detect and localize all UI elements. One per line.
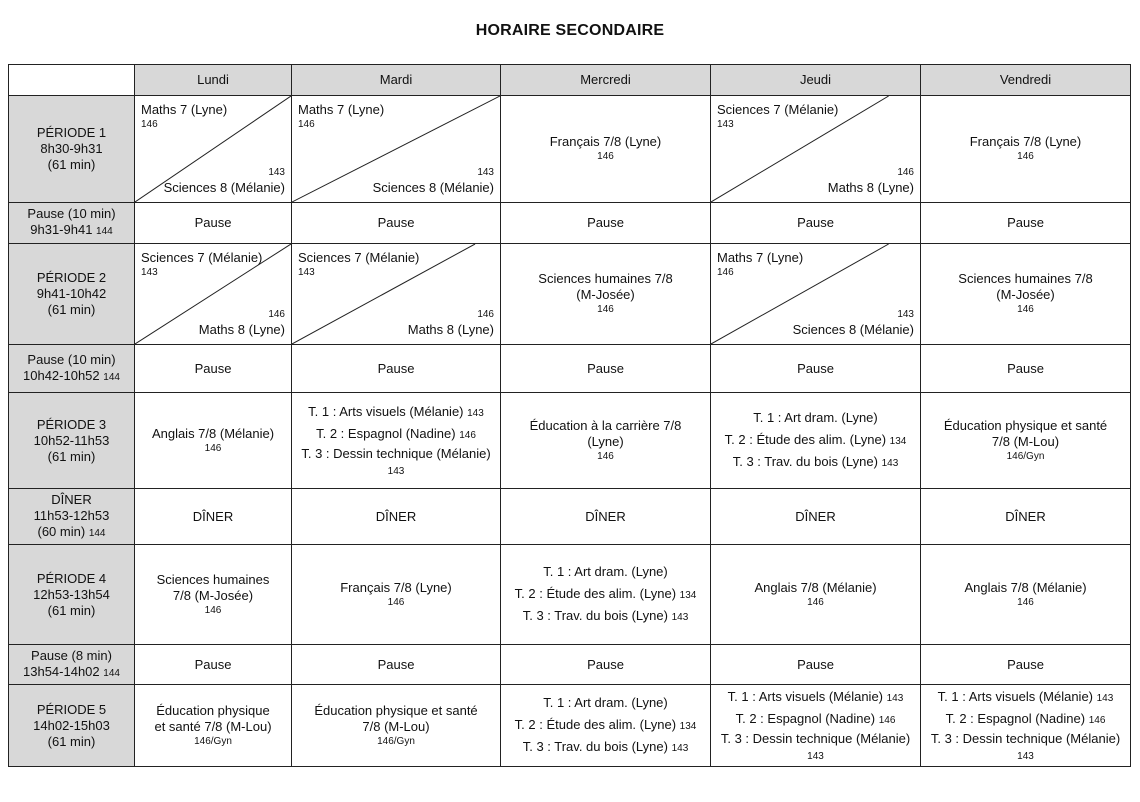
day-header-mercredi: Mercredi xyxy=(501,65,711,96)
label-line: (61 min) xyxy=(47,448,96,464)
course: Sciences 7 (Mélanie) xyxy=(298,250,420,265)
course-cell xyxy=(501,96,711,203)
label-line xyxy=(12,222,131,240)
room: 143 xyxy=(897,309,914,320)
course-line: 7/8 (M-Lou) xyxy=(362,718,430,734)
split-top xyxy=(141,102,227,132)
course: Anglais 7/8 (Mélanie) xyxy=(754,579,877,595)
label-line: DÎNER xyxy=(51,491,92,507)
option-text: T. 3 : Dessin technique (Mélanie) xyxy=(720,730,911,746)
option-text: T. 1 : Arts visuels (Mélanie) xyxy=(308,403,464,419)
option-list-cell xyxy=(711,393,921,489)
label-line: 10h52-11h53 xyxy=(33,432,110,448)
label-line: PÉRIODE 3 xyxy=(36,416,107,432)
option-text: T. 3 : Dessin technique (Mélanie) xyxy=(301,445,491,461)
label-line xyxy=(12,524,131,542)
course-line: (M-Josée) xyxy=(996,287,1055,302)
label-line: Pause (10 min) xyxy=(27,351,116,367)
room: 143 xyxy=(717,119,734,130)
option-list-cell xyxy=(921,685,1131,767)
label-line: (61 min) xyxy=(47,602,96,618)
room: 143 xyxy=(671,611,689,623)
row-label xyxy=(9,685,135,767)
option-item xyxy=(504,693,707,715)
label-line: (61 min) xyxy=(47,733,96,749)
label-line: (61 min) xyxy=(47,302,96,317)
pause-cell: Pause xyxy=(501,645,711,685)
room: 143 xyxy=(141,267,158,278)
course-line: 7/8 (M-Lou) xyxy=(991,433,1060,449)
option-text: T. 2 : Étude des alim. (Lyne) xyxy=(514,585,677,601)
label-line: 9h41-10h42 xyxy=(36,286,107,301)
course: Maths 7 (Lyne) xyxy=(717,250,804,265)
label-line: PÉRIODE 5 xyxy=(36,701,107,717)
row-label xyxy=(9,203,135,244)
room: 146 xyxy=(807,596,824,608)
split-cell xyxy=(711,244,921,345)
room: 143 xyxy=(467,407,484,419)
option-item xyxy=(714,430,917,452)
room: 146/Gyn xyxy=(194,735,232,747)
pause-cell: Pause xyxy=(501,203,711,244)
room: 143 xyxy=(1096,692,1114,704)
option-text: T. 1 : Arts visuels (Mélanie) xyxy=(727,688,883,704)
room: 146 xyxy=(1088,714,1106,726)
diner-cell: DÎNER xyxy=(921,489,1131,545)
pause-cell: Pause xyxy=(135,203,292,244)
room: 146 xyxy=(268,309,285,320)
split-cell xyxy=(292,96,501,203)
row-label xyxy=(9,96,135,203)
option-item xyxy=(714,731,917,765)
label-time: 10h42-10h52 xyxy=(23,367,100,383)
pause-cell: Pause xyxy=(501,345,711,393)
row-label xyxy=(9,345,135,393)
split-top xyxy=(298,250,419,280)
pause-cell: Pause xyxy=(921,345,1131,393)
course-cell xyxy=(501,393,711,489)
row-label xyxy=(9,393,135,489)
option-item xyxy=(714,452,917,474)
course-line: et santé 7/8 (M-Lou) xyxy=(154,718,272,734)
pause-cell: Pause xyxy=(711,203,921,244)
option-item xyxy=(504,715,707,737)
room: 146 xyxy=(204,604,222,616)
option-item xyxy=(295,446,497,480)
label-line xyxy=(12,368,131,386)
row-periode-4 xyxy=(9,545,1131,645)
room: 146 xyxy=(597,151,614,162)
room: 143 xyxy=(886,692,904,704)
pause-cell: Pause xyxy=(711,345,921,393)
option-list-cell xyxy=(711,685,921,767)
room: 143 xyxy=(268,167,285,178)
label-line xyxy=(12,664,131,682)
course-line: (Lyne) xyxy=(587,433,624,449)
option-item xyxy=(924,687,1127,709)
room: 143 xyxy=(1017,750,1034,762)
option-text: T. 3 : Trav. du bois (Lyne) xyxy=(732,453,878,469)
course-cell xyxy=(711,545,921,645)
course: Français 7/8 (Lyne) xyxy=(549,134,662,149)
course-cell xyxy=(292,545,501,645)
course-line: 7/8 (M-Josée) xyxy=(172,587,254,603)
room: 134 xyxy=(679,589,697,601)
split-top xyxy=(141,250,262,280)
option-item xyxy=(504,606,707,628)
option-item xyxy=(924,731,1127,765)
split-cell xyxy=(135,244,292,345)
row-label xyxy=(9,489,135,545)
option-text: T. 1 : Art dram. (Lyne) xyxy=(753,409,878,425)
course: Sciences 8 (Mélanie) xyxy=(372,180,494,195)
course: Sciences 7 (Mélanie) xyxy=(717,102,839,117)
row-label xyxy=(9,244,135,345)
row-pause-2 xyxy=(9,345,1131,393)
option-text: T. 1 : Arts visuels (Mélanie) xyxy=(937,688,1093,704)
course: Maths 8 (Lyne) xyxy=(827,180,914,195)
option-text: T. 1 : Art dram. (Lyne) xyxy=(543,694,668,710)
option-item xyxy=(924,709,1127,731)
option-item xyxy=(295,402,497,424)
option-text: T. 1 : Art dram. (Lyne) xyxy=(543,563,668,579)
diner-cell: DÎNER xyxy=(711,489,921,545)
schedule-table xyxy=(8,64,1131,767)
pause-cell: Pause xyxy=(135,345,292,393)
split-bottom xyxy=(828,166,914,196)
room: 146 xyxy=(597,450,614,462)
room: 143 xyxy=(807,750,824,762)
room: 146 xyxy=(204,442,222,454)
option-list-cell xyxy=(501,685,711,767)
course-cell xyxy=(921,96,1131,203)
room: 146 xyxy=(1017,151,1034,162)
option-text: T. 3 : Dessin technique (Mélanie) xyxy=(930,730,1121,746)
pause-cell: Pause xyxy=(711,645,921,685)
course: Sciences 7 (Mélanie) xyxy=(141,250,263,265)
label-line: 8h30-9h31 xyxy=(40,141,103,156)
row-periode-3 xyxy=(9,393,1131,489)
diner-cell: DÎNER xyxy=(292,489,501,545)
label-duration: (60 min) xyxy=(37,523,86,539)
option-list-cell xyxy=(292,393,501,489)
room: 146/Gyn xyxy=(377,735,415,747)
room: 146/Gyn xyxy=(1006,450,1045,462)
label-line: 11h53-12h53 xyxy=(33,507,110,523)
room: 146 xyxy=(459,429,476,441)
pause-cell: Pause xyxy=(921,645,1131,685)
option-text: T. 2 : Espagnol (Nadine) xyxy=(316,425,456,441)
course: Français 7/8 (Lyne) xyxy=(969,134,1082,149)
room: 144 xyxy=(96,226,113,237)
course-line: Éducation physique et santé xyxy=(943,417,1108,433)
option-item xyxy=(504,737,707,759)
corner-cell xyxy=(9,65,135,96)
option-text: T. 2 : Étude des alim. (Lyne) xyxy=(514,716,677,732)
label-line: 12h53-13h54 xyxy=(33,586,110,602)
diner-cell: DÎNER xyxy=(501,489,711,545)
room: 143 xyxy=(298,267,315,278)
room: 134 xyxy=(889,435,907,447)
room: 146 xyxy=(717,267,734,278)
day-header-lundi: Lundi xyxy=(135,65,292,96)
option-list-cell xyxy=(501,545,711,645)
room: 144 xyxy=(103,371,120,383)
room: 146 xyxy=(878,714,896,726)
split-bottom xyxy=(164,166,285,196)
option-text: T. 3 : Trav. du bois (Lyne) xyxy=(522,738,668,754)
split-bottom xyxy=(373,166,494,196)
split-top xyxy=(298,102,384,132)
room: 143 xyxy=(387,465,405,477)
label-time: 9h31-9h41 xyxy=(30,222,93,237)
course-line: (M-Josée) xyxy=(576,287,635,302)
course: Anglais 7/8 (Mélanie) xyxy=(964,579,1087,595)
course: Maths 8 (Lyne) xyxy=(198,322,285,337)
course: Maths 7 (Lyne) xyxy=(141,102,228,117)
option-text: T. 2 : Étude des alim. (Lyne) xyxy=(724,431,887,447)
row-periode-1 xyxy=(9,96,1131,203)
course-cell xyxy=(501,244,711,345)
room: 146 xyxy=(387,596,405,608)
pause-cell: Pause xyxy=(292,345,501,393)
day-header-mardi: Mardi xyxy=(292,65,501,96)
split-cell xyxy=(135,96,292,203)
row-periode-2 xyxy=(9,244,1131,345)
room: 146 xyxy=(477,309,494,320)
day-header-vendredi: Vendredi xyxy=(921,65,1131,96)
pause-cell: Pause xyxy=(135,645,292,685)
room: 146 xyxy=(298,119,315,130)
course-line: Éducation à la carrière 7/8 xyxy=(529,417,682,433)
split-cell xyxy=(711,96,921,203)
label-line: PÉRIODE 4 xyxy=(36,570,107,586)
room: 143 xyxy=(881,457,899,469)
course: Maths 8 (Lyne) xyxy=(407,322,494,337)
label-line: PÉRIODE 1 xyxy=(36,125,107,140)
room: 144 xyxy=(103,667,120,679)
split-bottom xyxy=(793,308,914,338)
label-line: Pause (8 min) xyxy=(31,647,112,663)
row-label xyxy=(9,645,135,685)
option-item xyxy=(714,687,917,709)
split-bottom xyxy=(199,308,285,338)
room: 134 xyxy=(679,720,697,732)
course: Français 7/8 (Lyne) xyxy=(340,579,452,595)
course-line: Sciences humaines xyxy=(156,571,270,587)
row-pause-1 xyxy=(9,203,1131,244)
option-text: T. 3 : Trav. du bois (Lyne) xyxy=(522,607,668,623)
split-top xyxy=(717,250,803,280)
option-item xyxy=(714,408,917,430)
pause-cell: Pause xyxy=(292,645,501,685)
split-bottom xyxy=(408,308,494,338)
course-cell xyxy=(921,545,1131,645)
row-diner xyxy=(9,489,1131,545)
course-cell xyxy=(921,244,1131,345)
option-text: T. 2 : Espagnol (Nadine) xyxy=(735,710,876,726)
course-line: Éducation physique xyxy=(156,702,270,718)
course-cell xyxy=(292,685,501,767)
row-pause-3 xyxy=(9,645,1131,685)
label-time: 13h54-14h02 xyxy=(23,663,100,679)
course-cell xyxy=(135,685,292,767)
option-item xyxy=(504,562,707,584)
diner-cell: DÎNER xyxy=(135,489,292,545)
split-top xyxy=(717,102,838,132)
course: Sciences 8 (Mélanie) xyxy=(163,180,285,195)
room: 146 xyxy=(141,119,158,130)
header-row xyxy=(9,65,1131,96)
pause-cell: Pause xyxy=(292,203,501,244)
course: Maths 7 (Lyne) xyxy=(298,102,385,117)
room: 143 xyxy=(671,742,689,754)
day-header-jeudi: Jeudi xyxy=(711,65,921,96)
label-line: (61 min) xyxy=(47,157,96,172)
label-line: PÉRIODE 2 xyxy=(36,270,107,285)
room: 143 xyxy=(477,167,494,178)
split-cell xyxy=(292,244,501,345)
room: 146 xyxy=(1017,304,1034,315)
room: 146 xyxy=(597,304,614,315)
course-cell xyxy=(135,393,292,489)
course-line: Sciences humaines 7/8 xyxy=(958,271,1093,286)
course: Anglais 7/8 (Mélanie) xyxy=(151,425,275,441)
room: 144 xyxy=(88,527,106,539)
page-title: HORAIRE SECONDAIRE xyxy=(475,22,665,39)
course-cell xyxy=(135,545,292,645)
course-line: Éducation physique et santé xyxy=(314,702,478,718)
course: Sciences 8 (Mélanie) xyxy=(792,322,914,337)
label-line: 14h02-15h03 xyxy=(33,717,110,733)
option-item xyxy=(295,424,497,446)
option-item xyxy=(504,584,707,606)
option-item xyxy=(714,709,917,731)
label-line: Pause (10 min) xyxy=(27,206,116,221)
course-line: Sciences humaines 7/8 xyxy=(538,271,673,286)
option-text: T. 2 : Espagnol (Nadine) xyxy=(945,710,1086,726)
room: 146 xyxy=(1017,596,1034,608)
row-label xyxy=(9,545,135,645)
pause-cell: Pause xyxy=(921,203,1131,244)
room: 146 xyxy=(897,167,914,178)
row-periode-5 xyxy=(9,685,1131,767)
course-cell xyxy=(921,393,1131,489)
